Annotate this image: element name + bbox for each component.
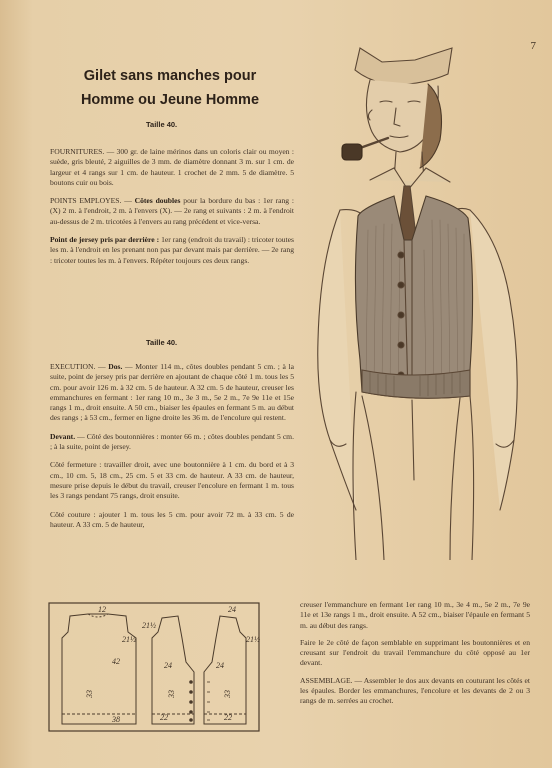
jersey-paragraph [50, 235, 294, 266]
diagram-label-right-front-top: 24 [216, 661, 224, 670]
intro-column [50, 147, 294, 274]
assemblage-heading: ASSEMBLAGE. — [300, 675, 363, 685]
fermeture-paragraph: Côté fermeture : travailler droit, avec une boutonnière à 1 cm. du bord et à 3 cm., 10 cm. 5, 18 cm., 25 cm. 5 et 33 cm. de hauteur. A 33 cm. de hauteur, mesure prise depuis le début du travail, creuser l'encolure en fermant 1 m. tous les 3 rangs pendant 75 rangs, droit ensuite. [50, 460, 294, 501]
title-line-2: Homme ou Jeune Homme [80, 92, 260, 108]
diagram-label-right-front-bottom: 22 [224, 713, 232, 722]
devant-paragraph [50, 432, 294, 453]
pattern-diagram [48, 602, 260, 732]
back-piece-outline [62, 614, 136, 724]
continuation-paragraph: creuser l'emmanchure en fermant 1er rang 10 m., 3e 4 m., 5e 2 m., 7e 9e 11e et 13e rangs 1 m., droit ensuite. A 52 cm., biaiser l'épaule en fermant 5 m. au début des rangs. [300, 600, 530, 630]
diagram-label-back-height: 33 [85, 690, 94, 698]
page-title [50, 64, 290, 112]
jersey-text: 1er rang (endroit du travail) : tricoter toutes les m. à l'endroit en les prenant non pas par devant mais par derrière. — 2e rang : tricoter toutes les m. à l'envers. Répéter toujours ces deux rangs. [50, 235, 294, 265]
diagram-label-back-width: 42 [112, 657, 120, 666]
execution-bold: Dos. [105, 362, 123, 371]
execution-paragraph [50, 362, 294, 424]
diagram-label-right-front-armhole: 21½ [246, 635, 260, 644]
size-label-top: Taille 40. [146, 120, 178, 129]
diagram-label-right-front-height: 33 [223, 690, 232, 698]
execution-heading: EXECUTION. — [50, 362, 106, 371]
left-front-outline [152, 616, 194, 724]
execution-text: — Monter 114 m., côtes doubles pendant 5 cm. ; à la suite, point de jersey pris par derrière en ajoutant de chaque côté 1 m. tous les 5 cm. pour avoir 126 m. à 32 cm. 5 de hauteur. A 32 cm. 5 de hauteur, creuser les emmanchures en fermant : 1er rang 10 m., 3e 3 m., 5e 2 m., 7e 9e 11e et 15e rangs 1 m., droit ensuite. A 50 cm., biaiser les épaules en fermant 5 m. au début des rangs ; à 53 cm., fermer en ligne droite les 36 m. de l'encolure qui restent. [50, 362, 294, 423]
second-side-paragraph: Faire le 2e côté de façon semblable en supprimant les boutonnières et en creusant sur l'endroit du travail l'emmanchure du côté opposé au 1er devant. [300, 637, 530, 668]
diagram-label-right-front-inner: 24 [228, 605, 236, 614]
couture-paragraph: Côté couture : ajouter 1 m. tous les 5 cm. pour avoir 72 m. à 33 cm. 5 de hauteur. A 33 cm. 5 de hauteur, [50, 509, 294, 529]
points-heading: POINTS EMPLOYES. — [50, 196, 132, 206]
page-number: 7 [530, 40, 536, 52]
diagram-label-front-armhole: 21½ [142, 621, 156, 630]
materials-paragraph [50, 147, 294, 188]
continuation-column [300, 600, 530, 714]
size-label-mid: Taille 40. [146, 338, 178, 347]
devant-bold: Devant. [50, 431, 76, 441]
diagram-label-left-front-bottom: 22 [160, 713, 168, 722]
diagram-label-back-armhole: 21½ [122, 635, 136, 644]
points-text: pour la bordure du bas : 1er rang : (X) 2 m. à l'endroit, 2 m. à l'envers (X). — 2e rang et suivants : 2 m. à l'endroit au-dessus de 2 m. tricotées à l'envers au rang précédent et vice-versa. [50, 196, 294, 226]
assemblage-text: Assembler le dos aux devants en couturant les côtés et les épaules. Border les emmanchures, l'encolure et les devants de 2 ou 3 rangs de m. serrées au crochet. [300, 675, 530, 706]
materials-text: 300 gr. de laine mérinos dans un coloris clair ou moyen : suède, gris bleuté, 2 aiguilles de 3 mm. de diamètre donnant 3 m. sur 1 cm. de largeur et 4 rangs sur 1 cm. de hauteur. 1 crochet de 2 mm. 5 de diamètre. 5 boutons cuir ou bois. [50, 147, 294, 187]
points-bold: Côtes doubles [131, 196, 181, 206]
diagram-label-back-bottom: 38 [112, 715, 120, 724]
diagram-label-left-front-top: 24 [164, 661, 172, 670]
execution-column [50, 362, 294, 538]
diagram-label-back-top: 12 [98, 605, 106, 614]
assemblage-paragraph [300, 676, 530, 707]
devant-text: — Côté des boutonnières : monter 66 m. ; côtes doubles pendant 5 cm. ; à la suite, point de jersey. [50, 431, 294, 452]
points-paragraph [50, 196, 294, 227]
right-front-outline [204, 616, 246, 724]
title-line-1: Gilet sans manches pour [83, 68, 257, 84]
materials-heading: FOURNITURES. — [50, 147, 115, 156]
jersey-bold: Point de jersey pris par derrière : [50, 235, 160, 245]
man-in-vest-illustration [300, 40, 545, 560]
diagram-label-left-front-height: 33 [167, 690, 176, 698]
